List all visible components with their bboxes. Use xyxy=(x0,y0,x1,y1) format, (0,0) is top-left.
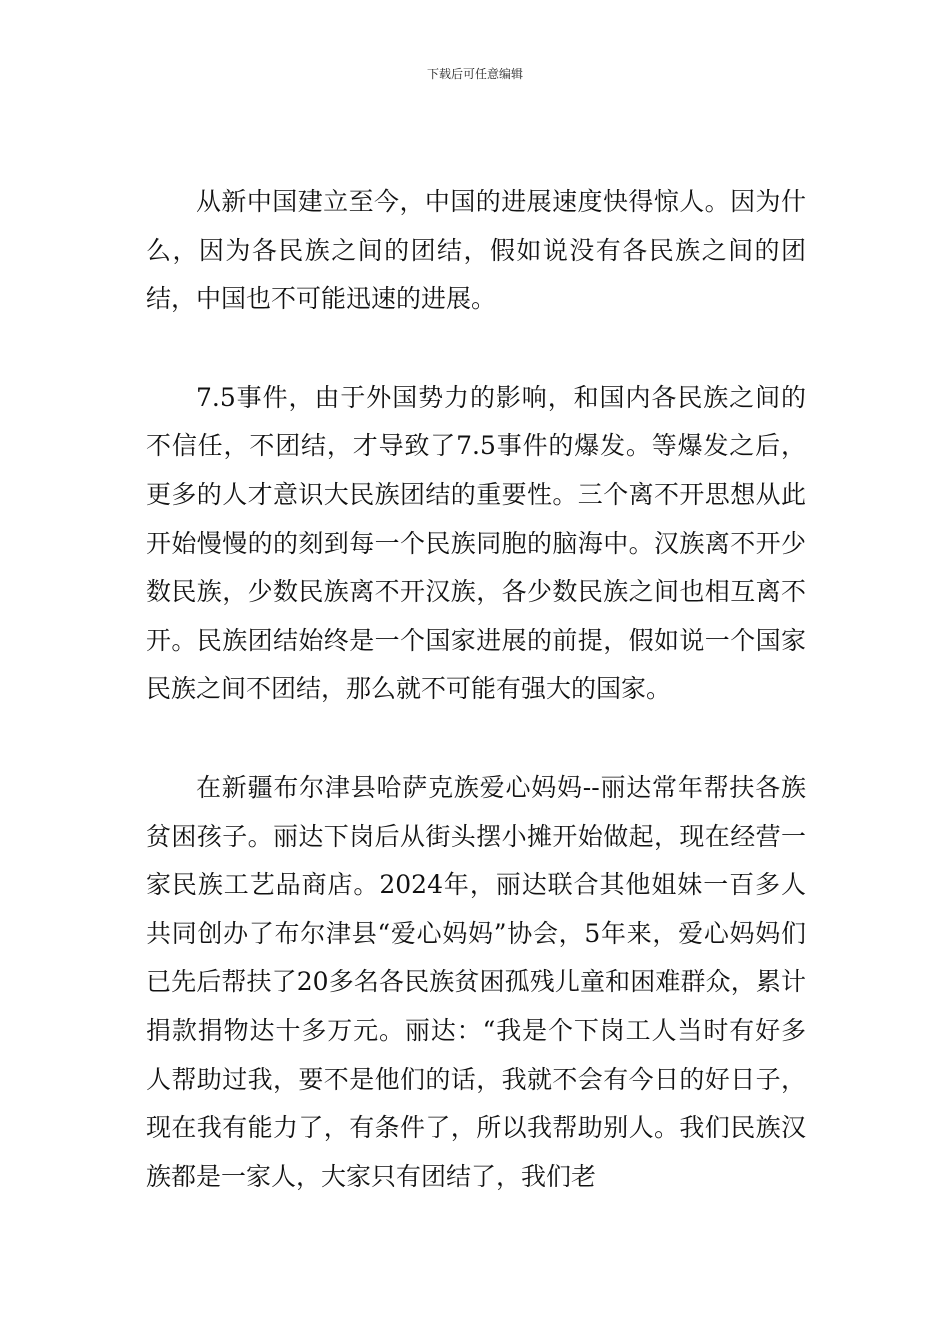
paragraph-1: 从新中国建立至今，中国的进展速度快得惊人。因为什么，因为各民族之间的团结，假如说没有各民族之间的团结，中国也不可能迅速的进展。 xyxy=(146,187,806,314)
paragraph-3: 在新疆布尔津县哈萨克族爱心妈妈--丽达常年帮扶各族贫困孩子。丽达下岗后从街头摆小摊开始做起，现在经营一家民族工艺品商店。2024年，丽达联合其他姐妹一百多人共同创办了布尔津县“爱心妈妈”协会，5年来，爱心妈妈们已先后帮扶了20多名各民族贫困孤残儿童和困难群众，累计捐款捐物达十多万元。丽达：“我是个下岗工人当时有好多人帮助过我，要不是他们的话，我就不会有今日的好日子，现在我有能力了，有条件了，所以我帮助别人。我们民族汉族都是一家人，大家只有团结了，我们老 xyxy=(146,772,806,1191)
header-note: 下载后可任意编辑 xyxy=(426,67,523,81)
paragraph-2: 7.5事件，由于外国势力的影响，和国内各民族之间的不信任，不团结，才导致了7.5事件的爆发。等爆发之后，更多的人才意识大民族团结的重要性。三个离不开思想从此开始慢慢的的刻到每一个民族同胞的脑海中。汉族离不开少数民族，少数民族离不开汉族，各少数民族之间也相互离不开。民族团结始终是一个国家进展的前提，假如说一个国家民族之间不团结，那么就不可能有强大的国家。 xyxy=(146,382,806,704)
document-body xyxy=(146,178,806,1201)
